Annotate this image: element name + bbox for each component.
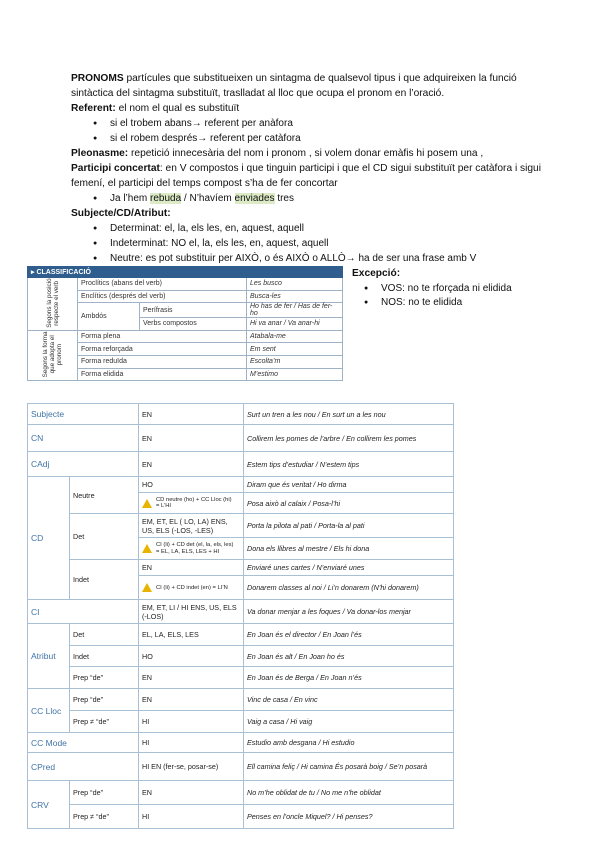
val-ccmode: HI <box>139 733 244 753</box>
ex-atribut: En Joan és el director / En Joan l’és <box>244 624 454 646</box>
cat-ccloc: CC Lloc <box>28 689 70 733</box>
class-row-a: Enclítics (després del verb) <box>78 290 247 303</box>
subjecte-title: Subjecte/CD/Atribut: <box>71 208 171 219</box>
participi-ex-highlight-2: enviades <box>234 193 275 204</box>
val-cn: EN <box>139 425 244 452</box>
class-row-a: Proclítics (abans del verb) <box>78 278 247 291</box>
val-atribut: EL, LA, ELS, LES <box>139 624 244 646</box>
classificacio-header: ▸ CLASSIFICACIÓ <box>28 267 343 278</box>
pleonasme-def: repetició innecesària del nom i pronom , si volem donar emàfis hi posem una , <box>128 148 484 159</box>
referent-line <box>71 101 239 116</box>
referent-term: Referent: <box>71 103 116 114</box>
pronoms-definition <box>71 71 541 101</box>
excepcio-item-2: ● NOS: no te elidida <box>381 295 462 310</box>
ex-cd-indet-1: Enviaré unes cartes / N’enviaré unes <box>244 560 454 576</box>
ex-cpred: Ell camina feliç / Hi camina És posarà boig / Se’n posarà <box>244 753 454 781</box>
ex-crv: Penses en l’oncle Miquel? / Hi penses? <box>244 805 454 829</box>
funcions-table <box>27 403 454 829</box>
val-crv: HI <box>139 805 244 829</box>
pleonasme-term: Pleonasme: <box>71 148 129 159</box>
ex-cn: Collirem les pomes de l’arbre / En collirem les pomes <box>244 425 454 452</box>
ex-cd-neutre-2: Posa això al calaix / Posa-l’hi <box>244 493 454 514</box>
class-row-ex: Atabala-me <box>247 330 343 343</box>
participi-ex-highlight-1: rebuda <box>150 193 182 204</box>
warn-cd-indet: CI (li) + CD indet (en) = LI’N <box>139 576 244 600</box>
sub-crv: Prep ≠ “de” <box>70 805 139 829</box>
group-posicio: Segons la posició respecte el verb <box>28 278 78 331</box>
sub-crv: Prep “de” <box>70 781 139 805</box>
warn-cd-neutre: CD neutre (ho) + CC Lloc (hi) = L’HI <box>139 493 244 514</box>
pleonasme-line <box>71 146 483 161</box>
ex-ccloc: Vaig a casa / Hi vaig <box>244 711 454 733</box>
class-row-b: Verbs compostos <box>140 318 247 331</box>
sub-cd-indet: Indet <box>70 560 139 600</box>
warn-cd-det: CI (li) + CD det (el, la, els, les) = EL, LA, ELS, LES + HI <box>139 538 244 560</box>
sub-atribut: Prep “de” <box>70 667 139 689</box>
ex-cadj: Estem tips d’estudiar / N’estem tips <box>244 452 454 477</box>
val-cd-neutre: HO <box>139 477 244 493</box>
sub-cd-det: Det <box>70 514 139 560</box>
participi-ex-mid: / N’havíem <box>181 193 235 204</box>
ex-ci: Va donar menjar a les foques / Va donar-los menjar <box>244 600 454 624</box>
participi-ex-pre: Ja l’hem <box>110 193 151 204</box>
sub-atribut: Det <box>70 624 139 646</box>
cat-subjecte: Subjecte <box>28 404 139 425</box>
sub-atribut: Indet <box>70 646 139 667</box>
ex-ccmode: Estudio amb desgana / Hi estudio <box>244 733 454 753</box>
sub-ccloc: Prep ≠ “de” <box>70 711 139 733</box>
class-row-ex: M’estimo <box>247 368 343 381</box>
referent-bullet-1: ● si el trobem abans→ referent per anàfora <box>110 116 293 131</box>
sub-ccloc: Prep “de” <box>70 689 139 711</box>
ex-atribut: En Joan és de Berga / En Joan n’és <box>244 667 454 689</box>
class-row-ex: Hi va anar / Va anar-hi <box>247 318 343 331</box>
ex-cd-det-2: Dona els llibres al mestre / Els hi dona <box>244 538 454 560</box>
class-row-ex: Ho has de fer / Has de fer-ho <box>247 303 343 318</box>
class-row-a: Forma elidida <box>78 368 247 381</box>
cat-ccmode: CC Mode <box>28 733 139 753</box>
cat-ci: CI <box>28 600 139 624</box>
ex-cd-det-1: Porta la pilota al pati / Porta-la al pati <box>244 514 454 538</box>
pronoms-term: PRONOMS <box>71 73 124 84</box>
warning-icon <box>142 544 152 553</box>
class-row-a: Forma reforçada <box>78 343 247 356</box>
class-row-a: Forma plena <box>78 330 247 343</box>
val-ccloc: HI <box>139 711 244 733</box>
pronoms-def-text: partícules que substitueixen un sintagma de qualsevol tipus i que adquireixen la funció sintàctica del sintagma substituït, traslladat al lloc que ocupa el pronom en l’oració. <box>71 73 517 99</box>
group-forma: Segons la forma que adopta el pronom <box>28 330 78 380</box>
val-crv: EN <box>139 781 244 805</box>
classificacio-table <box>27 266 343 381</box>
val-subjecte: EN <box>139 404 244 425</box>
val-atribut: HO <box>139 646 244 667</box>
class-row-a: Ambdós <box>78 303 140 331</box>
excepcio-title: Excepció: <box>352 268 401 279</box>
sub-cd-neutre: Neutre <box>70 477 139 514</box>
participi-example <box>110 191 294 206</box>
ex-cd-indet-2: Donarem classes al noi / Li’n donarem (N’hi donarem) <box>244 576 454 600</box>
cat-crv: CRV <box>28 781 70 829</box>
val-atribut: EN <box>139 667 244 689</box>
subjecte-bullet-1: ● Determinat: el, la, els les, en, aquest, aquell <box>110 221 304 236</box>
val-ccloc: EN <box>139 689 244 711</box>
participi-ex-post: tres <box>274 193 294 204</box>
subjecte-bullet-2: ● Indeterminat: NO el, la, els les, en, aquest, aquell <box>110 236 328 251</box>
warning-icon <box>142 499 152 508</box>
referent-bullet-2: ● si el robem després→ referent per catàfora <box>110 131 301 146</box>
val-cd-indet: EN <box>139 560 244 576</box>
participi-line <box>71 161 541 191</box>
participi-def: : en V compostos i que tinguin participi i que el CD sigui substituït per catàfora i sigui femení, el participi del temps compost s’ha de fer concortar <box>71 163 541 189</box>
class-row-b: Perífrasis <box>140 303 247 318</box>
class-row-ex: Les busco <box>247 278 343 291</box>
val-cadj: EN <box>139 452 244 477</box>
val-ci: EM, ET, LI / HI ENS, US, ELS (-LOS) <box>139 600 244 624</box>
cat-cn: CN <box>28 425 139 452</box>
cat-cd: CD <box>28 477 70 600</box>
val-cd-det: EM, ET, EL ( LO, LA) ENS, US, ELS (-LOS, -LES) <box>139 514 244 538</box>
ex-crv: No m’he oblidat de tu / No me n’he oblidat <box>244 781 454 805</box>
warning-icon <box>142 583 152 592</box>
class-row-ex: Em sent <box>247 343 343 356</box>
class-row-ex: Busca-les <box>247 290 343 303</box>
cat-atribut: Atribut <box>28 624 70 689</box>
class-row-a: Forma reduïda <box>78 355 247 368</box>
subjecte-bullet-3: ● Neutre: es pot substituir per AIXÒ, o és AIXÒ o ALLÒ→ ha de ser una frase amb V <box>110 251 476 266</box>
ex-atribut: En Joan és alt / En Joan ho és <box>244 646 454 667</box>
ex-cd-neutre-1: Diram que és veritat / Ho dirma <box>244 477 454 493</box>
excepcio-item-1: ● VOS: no te rforçada ni elidida <box>381 281 512 296</box>
participi-term: Participi concertat <box>71 163 160 174</box>
ex-subjecte: Surt un tren a les nou / En surt un a les nou <box>244 404 454 425</box>
referent-def: el nom el qual es substituït <box>115 103 240 114</box>
val-cpred: HI EN (fer-se, posar-se) <box>139 753 244 781</box>
ex-ccloc: Vinc de casa / En vinc <box>244 689 454 711</box>
class-row-ex: Escolta’m <box>247 355 343 368</box>
cat-cpred: CPred <box>28 753 139 781</box>
cat-cadj: CAdj <box>28 452 139 477</box>
